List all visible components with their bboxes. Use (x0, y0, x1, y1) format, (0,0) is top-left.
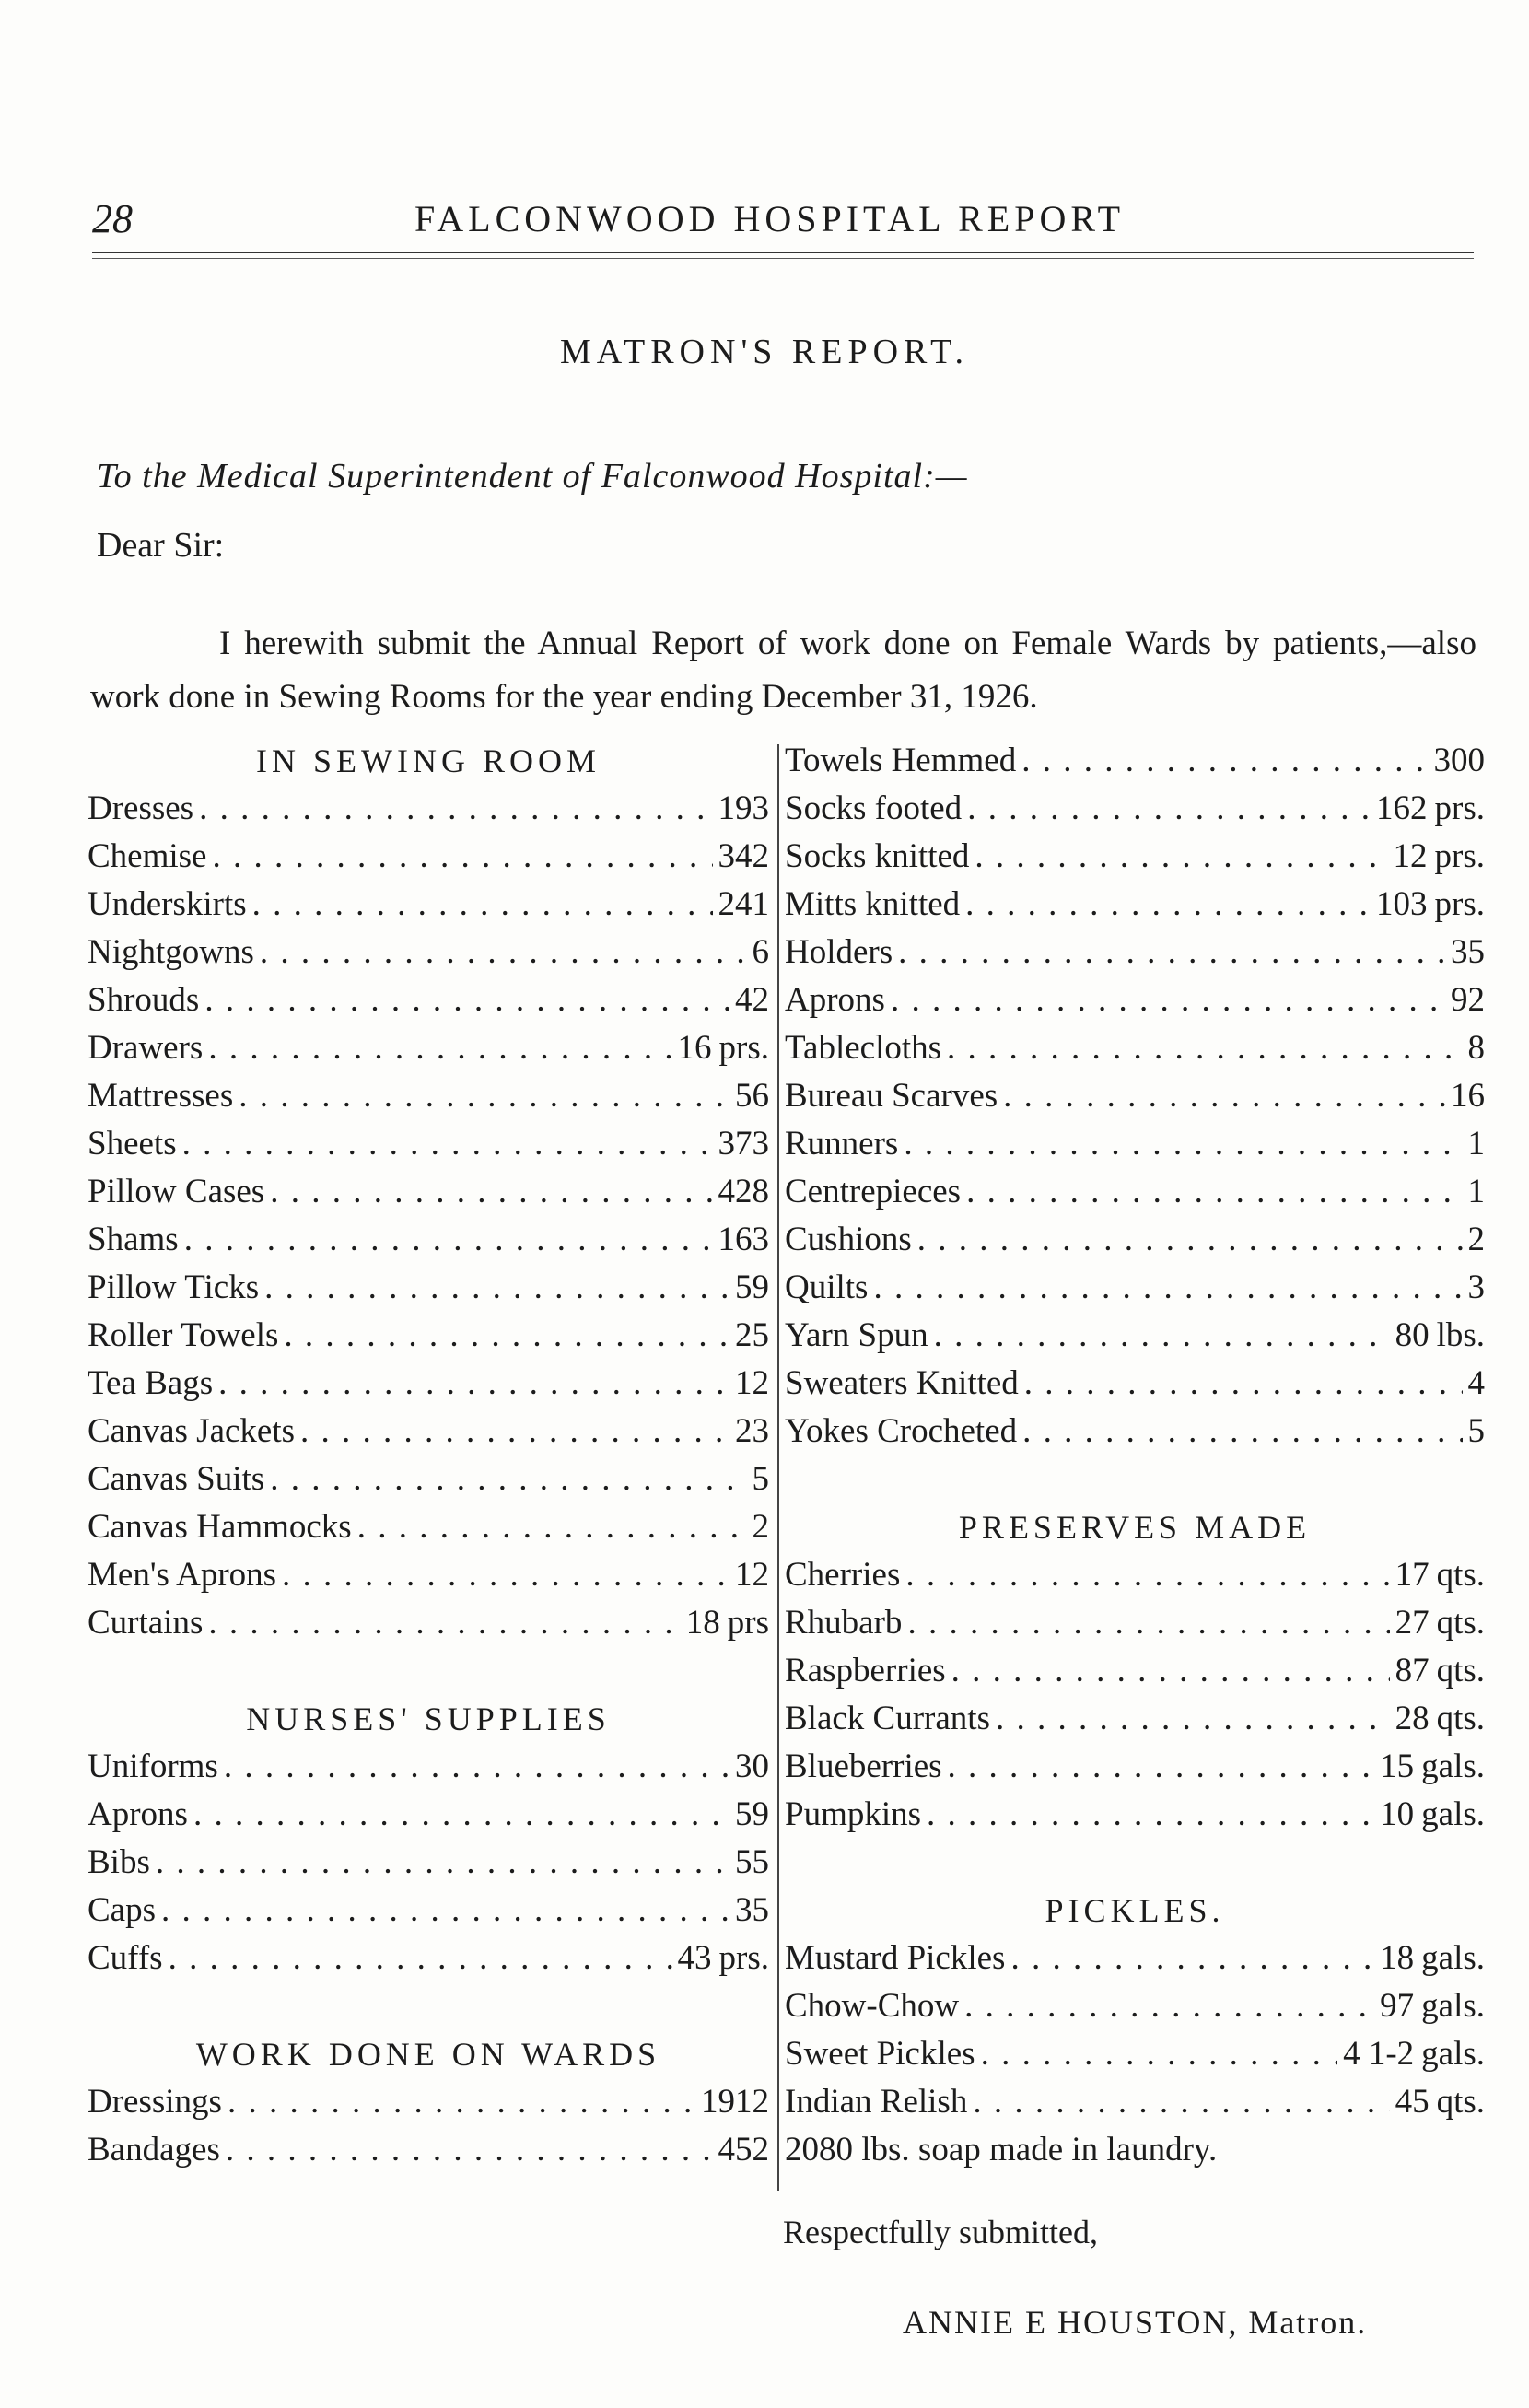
item-label: Indian Relish (785, 2083, 968, 2121)
list-item (88, 929, 769, 976)
list-item (785, 1743, 1485, 1791)
item-label: Towels Hemmed (785, 742, 1017, 779)
list-item (785, 1360, 1485, 1408)
item-value: 162 (1376, 789, 1428, 827)
item-label: Runners (785, 1125, 899, 1163)
list-item (785, 1168, 1485, 1216)
list-item (785, 1647, 1485, 1695)
item-value: 428 (718, 1173, 769, 1210)
dot-leader (934, 1312, 1390, 1360)
list-item (88, 1216, 769, 1264)
list-item (88, 1743, 769, 1791)
item-unit: prs. (1434, 885, 1485, 923)
list-item (785, 785, 1485, 833)
list-item (88, 1599, 769, 1647)
body-paragraph: I herewith submit the Annual Report of work done on Female Wards by patients,—also work done in Sewing Rooms for the year ending December 31, 1926. (90, 625, 1476, 716)
item-value: 55 (735, 1843, 769, 1881)
item-value: 10 (1380, 1795, 1415, 1833)
item-label: Quilts (785, 1268, 869, 1306)
dot-leader (199, 785, 712, 833)
item-value: 18 (1380, 1939, 1415, 1977)
dot-leader (904, 1120, 1462, 1168)
dot-leader (905, 1551, 1389, 1599)
item-unit: prs. (718, 1029, 769, 1067)
item-label: Sweaters Knitted (785, 1364, 1019, 1402)
page-number: 28 (92, 196, 133, 241)
item-label: Roller Towels (88, 1316, 279, 1354)
item-label: Shams (88, 1221, 179, 1258)
section-gap (88, 1982, 769, 2030)
item-unit: qts. (1436, 1604, 1485, 1642)
running-title: FALCONWOOD HOSPITAL REPORT (414, 198, 1126, 240)
item-value: 193 (718, 789, 769, 827)
dot-leader (228, 2078, 695, 2126)
item-unit: qts. (1436, 1700, 1485, 1737)
item-label: Nightgowns (88, 933, 254, 971)
dot-leader (873, 1264, 1462, 1312)
dot-leader (891, 976, 1445, 1024)
list-item (88, 1935, 769, 1982)
item-label: Rhubarb (785, 1604, 903, 1642)
list-item (88, 1120, 769, 1168)
list-item (785, 881, 1485, 929)
item-value: 92 (1451, 981, 1485, 1019)
item-label: Centrepieces (785, 1173, 962, 1210)
dot-leader (161, 1887, 729, 1935)
item-unit: prs. (1434, 837, 1485, 875)
left-column (88, 737, 769, 2174)
item-value: 6 (752, 933, 769, 971)
column-divider (777, 744, 779, 2191)
item-label: Sheets (88, 1125, 177, 1163)
list-item (88, 785, 769, 833)
item-value: 23 (735, 1412, 769, 1450)
dot-leader (967, 785, 1371, 833)
dot-leader (208, 1024, 671, 1072)
item-label: Men's Aprons (88, 1556, 277, 1594)
item-label: Underskirts (88, 885, 247, 923)
list-item (88, 1503, 769, 1551)
item-value: 42 (735, 981, 769, 1019)
dot-leader (973, 2078, 1389, 2126)
item-value: 80 (1395, 1316, 1430, 1354)
right-column (785, 737, 1485, 2174)
list-item (88, 2078, 769, 2126)
item-value: 373 (718, 1125, 769, 1163)
list-item (785, 1024, 1485, 1072)
item-label: Blueberries (785, 1748, 942, 1785)
dot-leader (226, 2126, 713, 2174)
dot-leader (1021, 737, 1428, 785)
item-value: 16 (677, 1029, 712, 1067)
item-value: 28 (1395, 1700, 1430, 1737)
item-value: 163 (718, 1221, 769, 1258)
section-gap (88, 1647, 769, 1695)
item-label: Dressings (88, 2083, 222, 2121)
list-item (88, 1839, 769, 1887)
list-item (88, 1791, 769, 1839)
item-label: Pumpkins (785, 1795, 922, 1833)
list-item (785, 1935, 1485, 1982)
item-unit: gals. (1421, 1795, 1485, 1833)
item-value: 56 (735, 1077, 769, 1115)
list-item (88, 1551, 769, 1599)
item-label: Bibs (88, 1843, 150, 1881)
item-value: 59 (735, 1268, 769, 1306)
dot-leader (1003, 1072, 1445, 1120)
item-label: Socks footed (785, 789, 963, 827)
dot-leader (218, 1360, 729, 1408)
item-label: Canvas Jackets (88, 1412, 296, 1450)
salutation-greeting: Dear Sir: (97, 526, 225, 565)
item-value: 12 (735, 1364, 769, 1402)
item-label: Chow-Chow (785, 1987, 960, 2025)
item-value: 5 (1467, 1412, 1485, 1450)
item-value: 1 (1467, 1125, 1485, 1163)
item-label: Aprons (88, 1795, 188, 1833)
list-item (88, 1168, 769, 1216)
item-value: 4 (1467, 1364, 1485, 1402)
item-unit: lbs. (1436, 1316, 1485, 1354)
item-label: Cuffs (88, 1939, 163, 1977)
item-label: Dresses (88, 789, 194, 827)
item-unit: qts. (1436, 1556, 1485, 1594)
list-item (88, 881, 769, 929)
dot-leader (357, 1503, 747, 1551)
list-item (785, 1312, 1485, 1360)
section-heading: PICKLES. (1045, 1892, 1225, 1929)
item-unit: gals. (1421, 1748, 1485, 1785)
salutation-addressee: To the Medical Superintendent of Falconwood Hospital:— (97, 457, 968, 496)
dot-leader (193, 1791, 729, 1839)
item-label: Mattresses (88, 1077, 234, 1115)
dot-leader (898, 929, 1445, 976)
item-label: Yokes Crocheted (785, 1412, 1018, 1450)
list-item (88, 1072, 769, 1120)
dot-leader (260, 929, 747, 976)
dot-leader (981, 2030, 1338, 2078)
item-value: 45 (1395, 2083, 1430, 2121)
list-item (88, 2126, 769, 2174)
item-value: 241 (718, 885, 769, 923)
section-heading: PRESERVES MADE (958, 1509, 1312, 1546)
item-label: Mitts knitted (785, 885, 961, 923)
dot-leader (270, 1455, 746, 1503)
header-rule (92, 251, 1474, 259)
item-label: Drawers (88, 1029, 204, 1067)
list-item (785, 1120, 1485, 1168)
item-label: Bandages (88, 2131, 220, 2168)
item-value: 43 (677, 1939, 712, 1977)
list-item (88, 1312, 769, 1360)
dot-leader (224, 1743, 729, 1791)
item-label: Canvas Hammocks (88, 1508, 352, 1546)
item-value: 5 (752, 1460, 769, 1498)
list-item (785, 1599, 1485, 1647)
item-value: 3 (1467, 1268, 1485, 1306)
section-gap (785, 1455, 1485, 1503)
dot-leader (182, 1120, 713, 1168)
running-head (92, 195, 1474, 251)
section-heading: NURSES' SUPPLIES (246, 1701, 611, 1737)
list-item (785, 737, 1485, 785)
dot-leader (917, 1216, 1463, 1264)
item-value: 97 (1380, 1987, 1415, 2025)
dot-leader (907, 1599, 1389, 1647)
item-label: Uniforms (88, 1748, 218, 1785)
item-value: 27 (1395, 1604, 1430, 1642)
item-value: 35 (735, 1891, 769, 1929)
dot-leader (948, 1743, 1375, 1791)
list-item (785, 1216, 1485, 1264)
item-unit: prs. (1434, 789, 1485, 827)
item-unit: prs (727, 1604, 769, 1642)
dot-leader (300, 1408, 729, 1455)
item-label: Canvas Suits (88, 1460, 265, 1498)
item-value: 30 (735, 1748, 769, 1785)
item-value: 18 (685, 1604, 720, 1642)
item-value: 452 (718, 2131, 769, 2168)
dot-leader (204, 976, 729, 1024)
item-label: Pillow Ticks (88, 1268, 260, 1306)
dot-leader (975, 833, 1387, 881)
section-heading: WORK DONE ON WARDS (195, 2036, 661, 2073)
item-label: Tablecloths (785, 1029, 942, 1067)
list-item (785, 1791, 1485, 1839)
dot-leader (270, 1168, 712, 1216)
item-label: Chemise (88, 837, 207, 875)
item-label: Black Currants (785, 1700, 990, 1737)
dot-leader (951, 1647, 1390, 1695)
item-label: Mustard Pickles (785, 1939, 1006, 1977)
item-value: 1 (1467, 1173, 1485, 1210)
list-item (88, 1455, 769, 1503)
item-label: Pillow Cases (88, 1173, 265, 1210)
list-item (88, 1887, 769, 1935)
section-gap (785, 1839, 1485, 1887)
list-item (88, 1360, 769, 1408)
item-label: Tea Bags (88, 1364, 214, 1402)
item-unit: gals. (1421, 1987, 1485, 2025)
item-value: 103 (1376, 885, 1428, 923)
item-unit: prs. (718, 1939, 769, 1977)
list-item (785, 1982, 1485, 2030)
list-item (88, 1408, 769, 1455)
dot-leader (965, 881, 1371, 929)
dot-leader (284, 1312, 729, 1360)
item-label: Aprons (785, 981, 885, 1019)
dot-leader (996, 1695, 1390, 1743)
item-value: 15 (1380, 1748, 1415, 1785)
item-label: Caps (88, 1891, 156, 1929)
signature: ANNIE E HOUSTON, Matron. (903, 2304, 1368, 2341)
dot-leader (239, 1072, 729, 1120)
dot-leader (208, 1599, 680, 1647)
list-item (785, 1551, 1485, 1599)
item-value: 2 (1467, 1221, 1485, 1258)
item-value: 87 (1395, 1652, 1430, 1689)
item-value: 342 (718, 837, 769, 875)
item-label: Sweet Pickles (785, 2035, 975, 2073)
dot-leader (212, 833, 712, 881)
list-item (785, 2078, 1485, 2126)
item-value: 2 (752, 1508, 769, 1546)
item-value: 4 1-2 (1343, 2035, 1415, 2073)
list-item (88, 1264, 769, 1312)
item-value: 300 (1433, 742, 1485, 779)
item-value: 8 (1467, 1029, 1485, 1067)
list-item (785, 1264, 1485, 1312)
dot-leader (1010, 1935, 1374, 1982)
dot-leader (264, 1264, 729, 1312)
dot-leader (964, 1982, 1374, 2030)
item-unit: gals. (1421, 1939, 1485, 1977)
list-item (785, 929, 1485, 976)
dot-leader (184, 1216, 713, 1264)
dot-leader (927, 1791, 1374, 1839)
item-value: 59 (735, 1795, 769, 1833)
dot-leader (282, 1551, 729, 1599)
list-item (785, 1072, 1485, 1120)
item-label: Socks knitted (785, 837, 970, 875)
list-item (785, 1695, 1485, 1743)
dot-leader (169, 1935, 672, 1982)
item-value: 16 (1451, 1077, 1485, 1115)
dot-leader (1022, 1408, 1462, 1455)
item-unit: qts. (1436, 2083, 1485, 2121)
item-unit: gals. (1421, 2035, 1485, 2073)
dot-leader (1024, 1360, 1463, 1408)
report-title: MATRON'S REPORT. (559, 333, 970, 371)
dot-leader (966, 1168, 1462, 1216)
item-label: Curtains (88, 1604, 204, 1642)
item-label: Cherries (785, 1556, 901, 1594)
item-label: Bureau Scarves (785, 1077, 998, 1115)
list-item (88, 1024, 769, 1072)
list-item (785, 833, 1485, 881)
list-item (785, 1408, 1485, 1455)
item-value: 17 (1395, 1556, 1430, 1594)
item-value: 12 (1393, 837, 1428, 875)
item-value: 35 (1451, 933, 1485, 971)
item-label: Cushions (785, 1221, 912, 1258)
item-label: Holders (785, 933, 893, 971)
closing-line: Respectfully submitted, (783, 2214, 1098, 2250)
dot-leader (947, 1024, 1462, 1072)
laundry-note: 2080 lbs. soap made in laundry. (785, 2131, 1218, 2168)
list-item (88, 976, 769, 1024)
item-value: 25 (735, 1316, 769, 1354)
item-label: Shrouds (88, 981, 200, 1019)
item-unit: qts. (1436, 1652, 1485, 1689)
list-item (785, 976, 1485, 1024)
list-item (785, 2030, 1485, 2078)
item-label: Raspberries (785, 1652, 946, 1689)
list-item (88, 833, 769, 881)
item-value: 1912 (701, 2083, 769, 2121)
section-heading: IN SEWING ROOM (256, 742, 601, 779)
item-value: 12 (735, 1556, 769, 1594)
dot-leader (156, 1839, 729, 1887)
item-label: Yarn Spun (785, 1316, 928, 1354)
dot-leader (252, 881, 713, 929)
